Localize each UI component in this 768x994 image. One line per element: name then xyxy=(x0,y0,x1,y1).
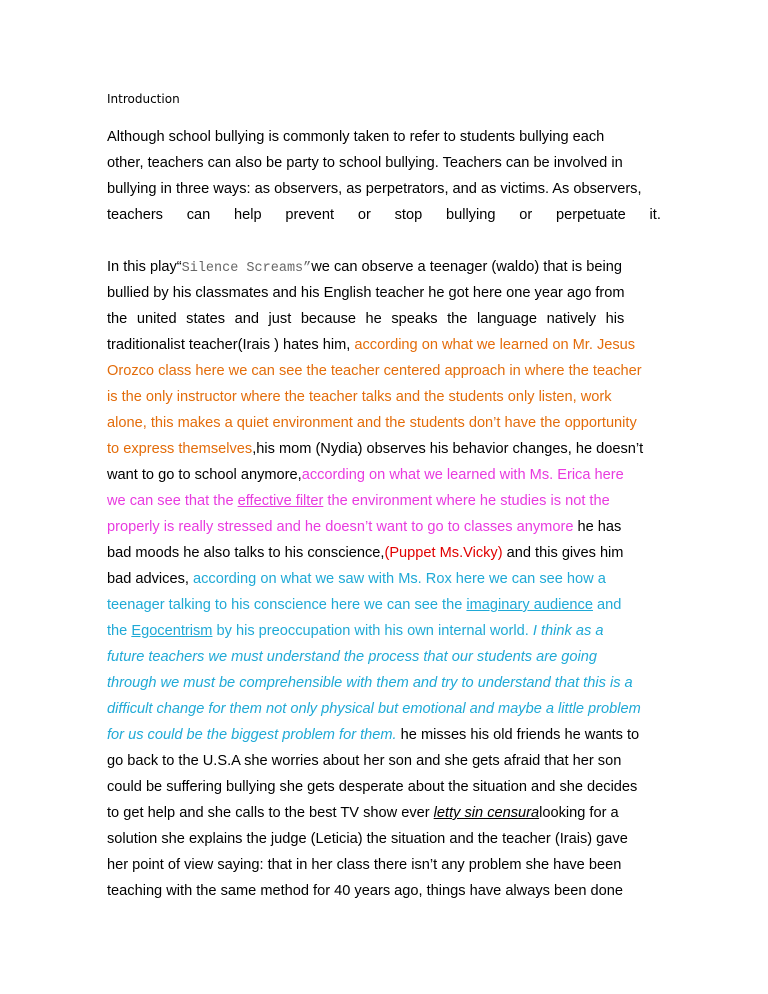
word: prevent xyxy=(285,207,335,223)
paragraph-2-line-21 xyxy=(107,777,661,797)
play-title: Silence Screams” xyxy=(181,261,312,276)
paragraph-2-line-25 xyxy=(107,881,661,901)
word: perpetuate xyxy=(555,207,626,223)
cyan-italic-text-run: difficult change for them not only physical but emotional and maybe a little problem xyxy=(107,701,641,717)
cyan-italic-text-run: future teachers we must understand the process that our students are going xyxy=(107,649,597,665)
paragraph-2-line-3 xyxy=(107,309,661,329)
text-run: other, teachers can also be party to school bullying. Teachers can be involved in xyxy=(107,155,623,171)
paragraph-2-line-17 xyxy=(107,673,661,693)
cyan-text-run: teenager talking to his conscience here we can see the xyxy=(107,597,467,613)
paragraph-2-line-16 xyxy=(107,647,661,667)
egocentrism-link[interactable]: Egocentrism xyxy=(131,623,213,639)
effective-filter-link[interactable]: effective filter xyxy=(237,493,324,509)
cyan-italic-text-run: I think as a xyxy=(532,623,604,639)
word: or xyxy=(519,207,533,223)
tv-show-name: letty sin censura xyxy=(433,805,540,821)
word: help xyxy=(234,207,262,223)
cyan-text-run: according on what we saw with Ms. Rox here we can see how a xyxy=(193,571,606,587)
text-run: could be suffering bullying she gets desperate about the situation and she decides xyxy=(107,779,638,795)
text-run: go back to the U.S.A she worries about her son and she gets afraid that her son xyxy=(107,753,622,769)
magenta-text-run: we can see that the xyxy=(107,493,238,509)
word: it. xyxy=(649,207,661,223)
paragraph-2-line-4 xyxy=(107,335,661,355)
text-run: we can observe a teenager (waldo) that is being xyxy=(311,259,622,275)
imaginary-audience-link[interactable]: imaginary audience xyxy=(466,597,593,613)
paragraph-1-line-4 xyxy=(107,205,661,225)
text-run: and this gives him xyxy=(502,545,624,561)
cyan-text-run: by his preoccupation with his own internal world. xyxy=(212,623,533,639)
text-run: her point of view saying: that in her class there isn’t any problem she have been xyxy=(107,857,622,873)
orange-text-run: alone, this makes a quiet environment and the students don’t have the opportunity xyxy=(107,415,637,431)
cyan-italic-text-run: for us could be the biggest problem for them. xyxy=(107,727,397,743)
paragraph-2-line-22 xyxy=(107,803,661,823)
magenta-text-run: according on what we learned with Ms. Erica here xyxy=(301,467,624,483)
red-text-run: (Puppet Ms.Vicky) xyxy=(384,545,503,561)
paragraph-2-line-10 xyxy=(107,491,661,511)
text-run: ,his mom (Nydia) observes his behavior changes, he doesn’t xyxy=(252,441,644,457)
paragraph-1-line-2 xyxy=(107,153,661,173)
orange-text-run: Orozco class here we can see the teacher centered approach in where the teacher xyxy=(107,363,642,379)
section-heading: Introduction xyxy=(107,92,180,106)
text-run: In this play“ xyxy=(107,259,182,275)
paragraph-2-line-23 xyxy=(107,829,661,849)
word: or xyxy=(357,207,371,223)
magenta-text-run: the environment where he studies is not the xyxy=(323,493,610,509)
text-run: looking for a xyxy=(539,805,619,821)
text-run: Although school bullying is commonly taken to refer to students bullying each xyxy=(107,129,605,145)
text-run: want to go to school anymore, xyxy=(107,467,302,483)
word: teachers xyxy=(107,207,163,223)
paragraph-2-line-14 xyxy=(107,595,661,615)
paragraph-2-line-13 xyxy=(107,569,661,589)
text-run: he has xyxy=(577,519,622,535)
paragraph-2-line-24 xyxy=(107,855,661,875)
text-run: traditionalist teacher(Irais ) hates him, xyxy=(107,337,355,353)
text-run: bullied by his classmates and his English teacher he got here one year ago from xyxy=(107,285,625,301)
orange-text-run: to express themselves xyxy=(107,441,253,457)
text-run: bad advices, xyxy=(107,571,193,587)
text-run: he misses his old friends he wants to xyxy=(396,727,640,743)
paragraph-2-line-2 xyxy=(107,283,661,303)
text-run: teaching with the same method for 40 years ago, things have always been done xyxy=(107,883,623,899)
paragraph-2-line-9 xyxy=(107,465,661,485)
text-run: solution she explains the judge (Leticia) the situation and the teacher (Irais) gave xyxy=(107,831,628,847)
text-run: the united states and just because he speaks the language natively his xyxy=(107,311,625,327)
paragraph-2-line-18 xyxy=(107,699,661,719)
orange-text-run: is the only instructor where the teacher talks and the students only listen, work xyxy=(107,389,612,405)
cyan-italic-text-run: through we must be comprehensible with them and try to understand that this is a xyxy=(107,675,633,691)
paragraph-2-line-7 xyxy=(107,413,661,433)
cyan-text-run: the xyxy=(107,623,132,639)
word: stop xyxy=(394,207,423,223)
paragraph-2-line-20 xyxy=(107,751,661,771)
orange-text-run: according on what we learned on Mr. Jesus xyxy=(354,337,636,353)
paragraph-1-line-3 xyxy=(107,179,661,199)
paragraph-2-line-8 xyxy=(107,439,661,459)
paragraph-2-line-19 xyxy=(107,725,661,745)
text-run: bullying in three ways: as observers, as perpetrators, and as victims. As observers, xyxy=(107,181,642,197)
paragraph-2-line-11 xyxy=(107,517,661,537)
cyan-text-run: and xyxy=(592,597,622,613)
paragraph-2-line-15 xyxy=(107,621,661,641)
word: bullying xyxy=(445,207,496,223)
text-run: bad moods he also talks to his conscience, xyxy=(107,545,385,561)
paragraph-2-line-6 xyxy=(107,387,661,407)
paragraph-2-line-5 xyxy=(107,361,661,381)
magenta-text-run: properly is really stressed and he doesn’t want to go to classes anymore xyxy=(107,519,578,535)
paragraph-2-line-12 xyxy=(107,543,661,563)
text-run: to get help and she calls to the best TV show ever xyxy=(107,805,434,821)
word: can xyxy=(186,207,211,223)
paragraph-1-line-1 xyxy=(107,127,661,147)
paragraph-2-line-1 xyxy=(107,257,661,279)
